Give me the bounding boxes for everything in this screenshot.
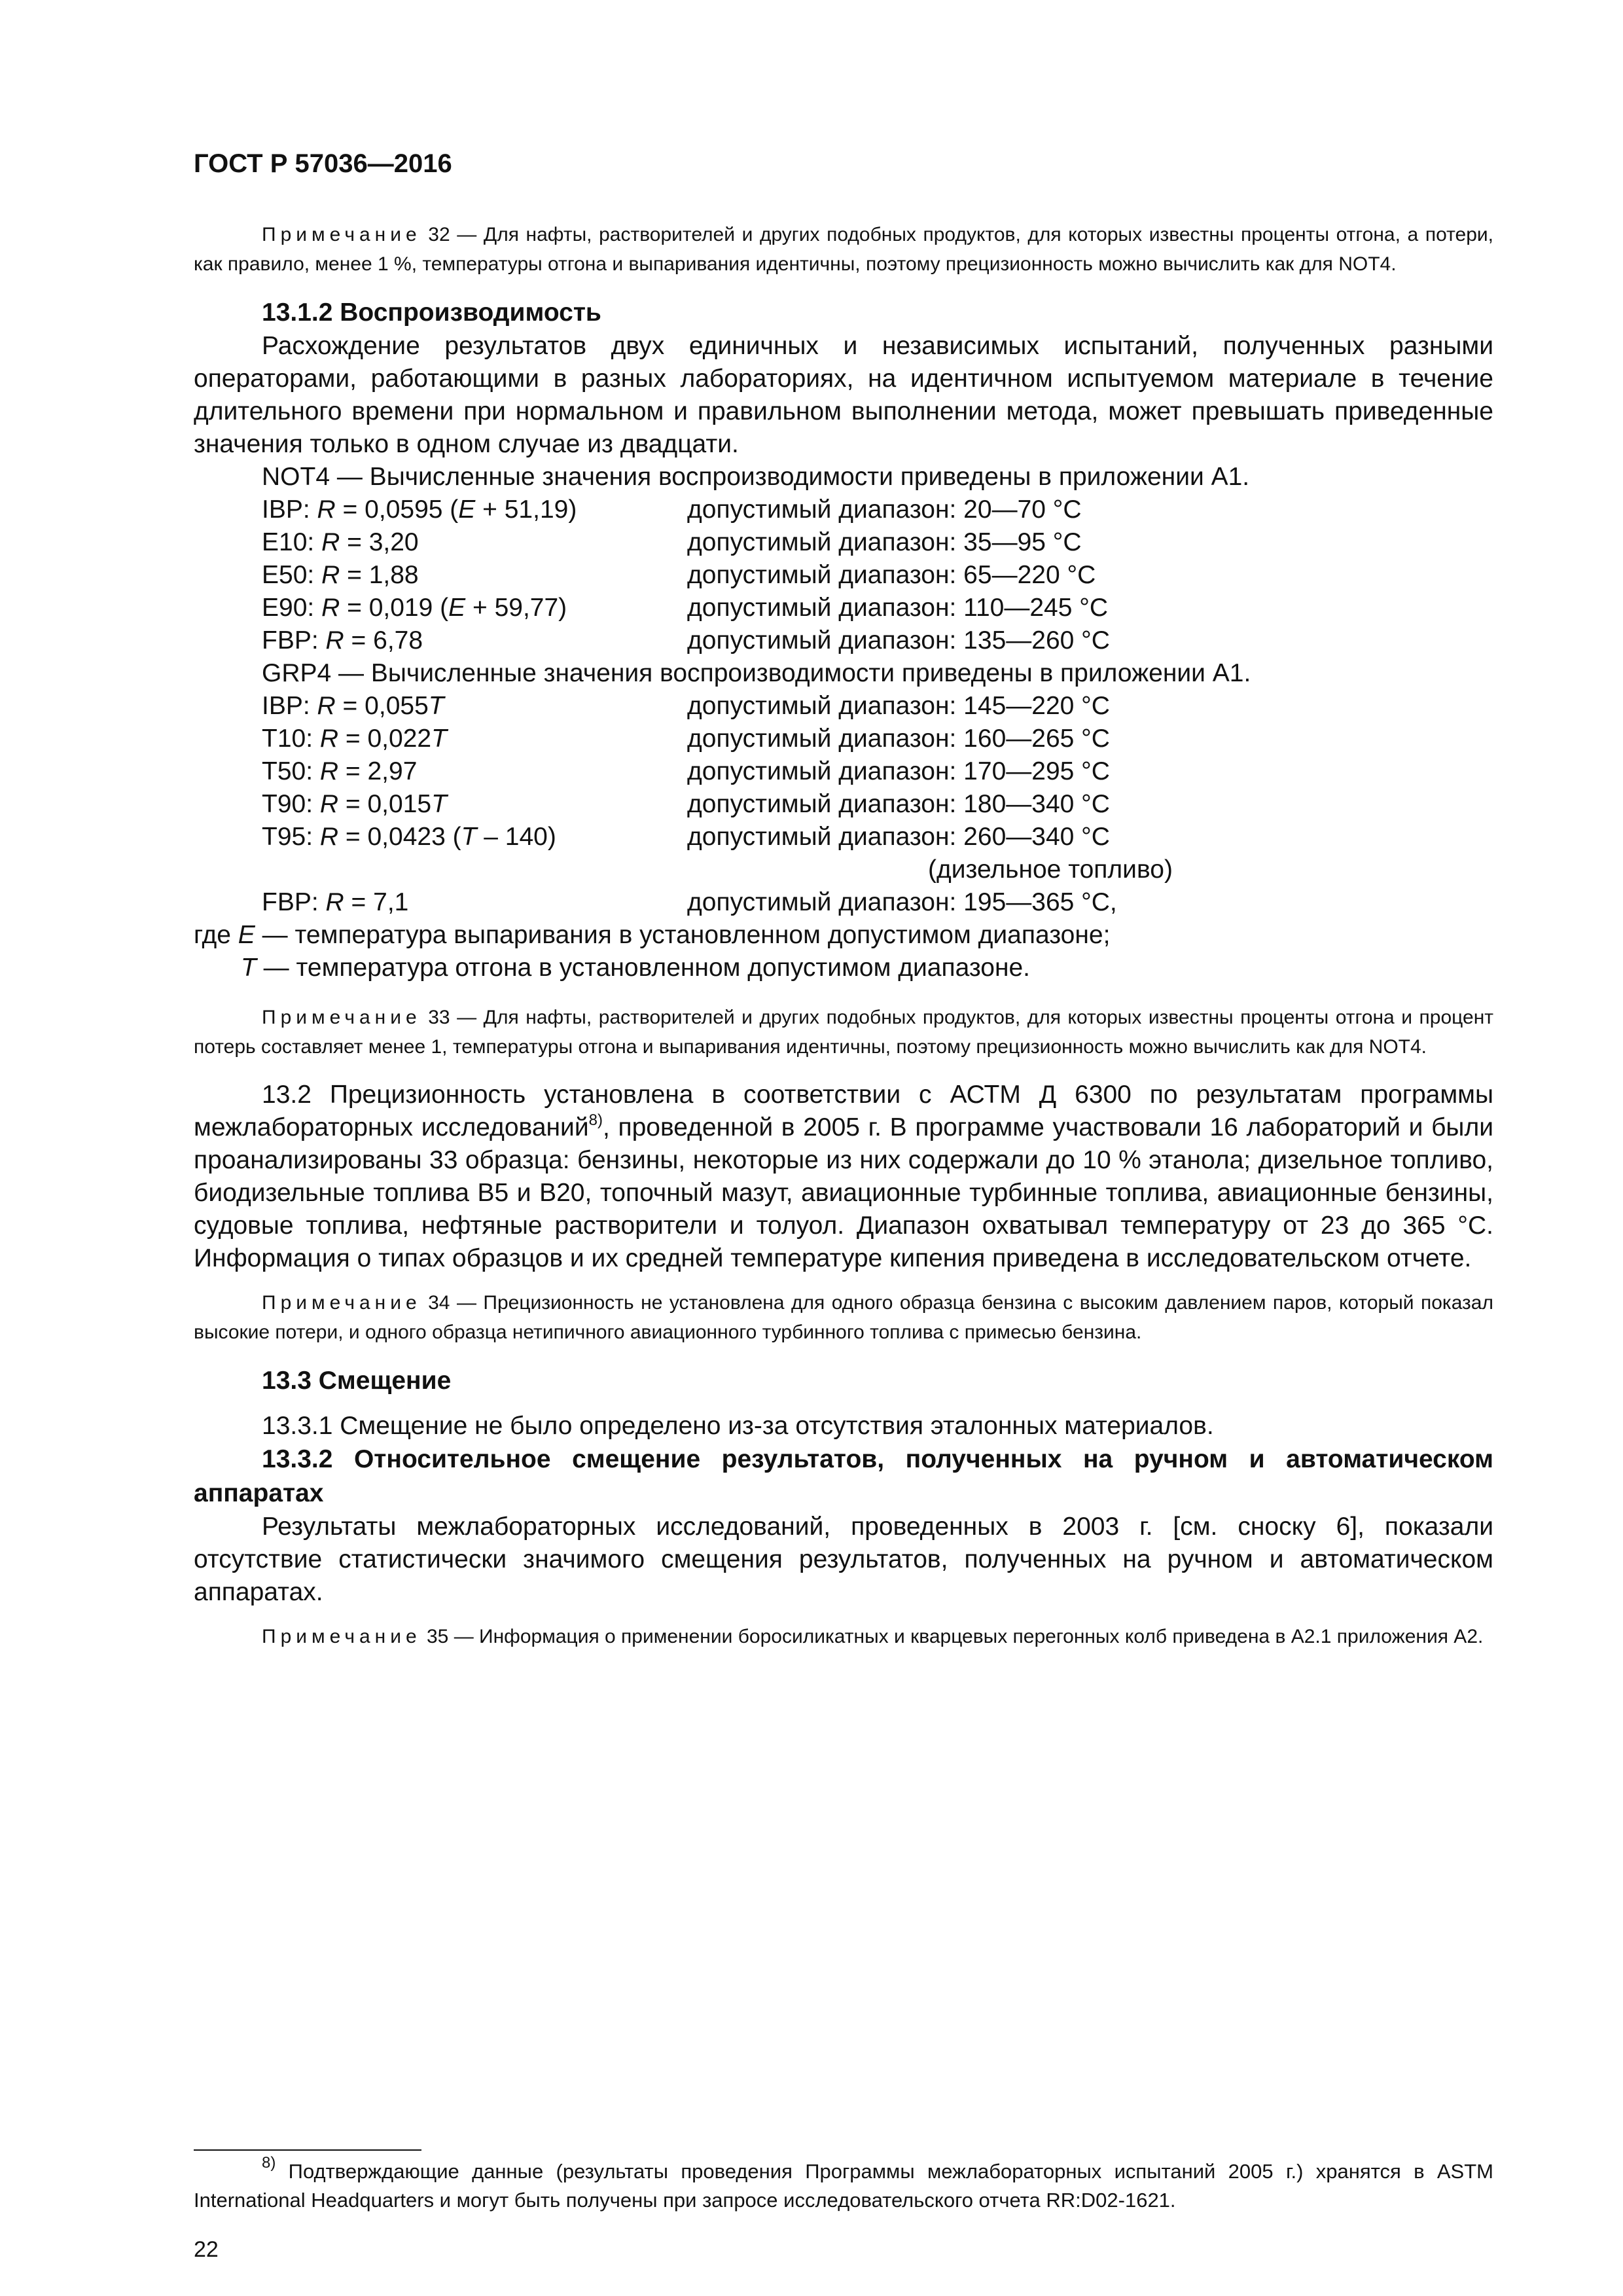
note-label: Примечание [262,1292,421,1314]
where-t-definition: T — температура отгона в установленном допустимом диапазоне. [241,954,1031,982]
note-32 [194,220,1493,279]
paragraph-13-2: 13.2 Прецизионность установлена в соответствии с АСТМ Д 6300 по результатам программы межлабораторных исследований$^{8)}$, проведенной в 2005 г. В программе участвовали 16 лабораторий и были проанализированы 33 образца: бензины, некоторые из них содержали до 10 % этанола; дизельное топливо, биодизельные топлива В5 и В20, топочный мазут, авиационные турбинные топлива, авиационные бензины, судовые топлива, нефтяные растворители и толуол. Диапазон охватывал температуру от 23 до 365 °С. Информация о типах образцов и их средней температуре кипения приведена в исследовательском отчете. [194,1081,1493,1272]
formula-range: допустимый диапазон: 180—340 °С [687,790,1110,818]
formula-range: допустимый диапазон: 170—295 °С [687,757,1110,785]
paragraph-13-3-1: 13.3.1 Смещение не было определено из-за отсутствия эталонных материалов. [262,1412,1214,1440]
formula-row: E90: R = 0,019 (E + 59,77) допустимый диапазон: 110—245 °С [262,592,1493,624]
heading-13-3: 13.3 Смещение [262,1367,452,1395]
formula-row: T90: R = 0,015T допустимый диапазон: 180—340 °С [262,788,1493,821]
note-text: 34 — Прецизионность не установлена для одного образца бензина с высоким давлением паров, который показал высокие потери, и одного образца нетипичного авиационного турбинного топлива с примесью бензина. [194,1292,1493,1343]
formula-range: допустимый диапазон: 20—70 °С [687,495,1082,524]
formula-row: E10: R = 3,20 допустимый диапазон: 35—95 °С [262,526,1493,559]
grp4-fbp [262,886,1493,919]
footnote-separator [194,2149,421,2151]
formula-row: T10: R = 0,022T допустимый диапазон: 160—265 °С [262,723,1493,755]
heading-13-3-2: 13.3.2 Относительное смещение результатов, полученных на ручном и автоматическом аппаратах [194,1445,1493,1507]
note-text: 33 — Для нафты, растворителей и других подобных продуктов, для которых известны проценты отгона и процент потерь составляет менее 1, температуры отгона и выпаривания идентичны, поэтому прецизионность можно вычислить как для NOT4. [194,1007,1493,1058]
formula-range: допустимый диапазон: 65—220 °С [687,561,1096,589]
page-content [194,220,1493,1668]
formula-range: допустимый диапазон: 35—95 °С [687,528,1082,556]
note-34 [194,1288,1493,1347]
note-label: Примечание [262,224,421,245]
footnote-8: $^{8)}$ Подтверждающие данные (результаты проведения Программы межлабораторных испытаний 2005 г.) хранятся в ASTM International Headquarters и могут быть получены при запросе исследовательского отчета RR:D02-1621. [194,2154,1493,2212]
page-number: 22 [194,2237,219,2262]
paragraph-reproducibility: Расхождение результатов двух единичных и независимых испытаний, полученных разными операторами, работающими в разных лабораториях, на идентичном испытуемом материале в течение длительного времени при нормальном и правильном выполнении метода, может превышать приведенные значения только в одном случае из двадцати. [194,332,1493,458]
t95-range-continuation: (дизельное топливо) [928,855,1173,884]
note-text: 32 — Для нафты, растворителей и других подобных продуктов, для которых известны проценты отгона, а потери, как правило, менее 1 %, температуры отгона и выпаривания идентичны, поэтому прецизионность можно вычислить как для NOT4. [194,224,1493,275]
note-text: 35 — Информация о применении боросиликатных и кварцевых перегонных колб приведена в А2.1 приложения А2. [421,1626,1484,1647]
footnote-marker: 8) [262,2154,276,2172]
formula-row: FBP: R = 6,78 допустимый диапазон: 135—260 °С [262,624,1493,657]
footnote-ref: 8) [588,1111,603,1129]
paragraph-13-3-2: Результаты межлабораторных исследований, проведенных в 2003 г. [см. сноску 6], показали отсутствие статистически значимого смещения результатов, полученных на ручном и автоматическом аппаратах. [194,1513,1493,1606]
formula-row: T95: R = 0,0423 (T – 140) допустимый диапазон: 260—340 °С [262,821,1493,853]
note-label: Примечание [262,1007,421,1028]
formula-row: T50: R = 2,97 допустимый диапазон: 170—295 °С [262,755,1493,788]
formula-row: E50: R = 1,88 допустимый диапазон: 65—220 °С [262,559,1493,592]
formula-range: допустимый диапазон: 195—365 °С, [687,888,1117,916]
formula-range: допустимый диапазон: 260—340 °С [687,823,1110,851]
formula-range: допустимый диапазон: 145—220 °С [687,692,1110,720]
heading-13-1-2: 13.1.2 Воспроизводимость [262,298,601,327]
grp4-intro: GRP4 — Вычисленные значения воспроизводимости приведены в приложении А1. [262,659,1251,687]
formula-range: допустимый диапазон: 160—265 °С [687,725,1110,753]
formula-row: IBP: R = 0,0595 (E + 51,19) допустимый диапазон: 20—70 °С [262,493,1493,526]
note-33 [194,1003,1493,1062]
formula-range: допустимый диапазон: 135—260 °С [687,626,1110,655]
formula-row: FBP: R = 7,1 допустимый диапазон: 195—365 °С, [262,886,1493,919]
formula-range: допустимый диапазон: 110—245 °С [687,594,1109,622]
note-35 [194,1622,1493,1651]
formula-row: IBP: R = 0,055T допустимый диапазон: 145—220 °С [262,690,1493,723]
not4-intro: NOT4 — Вычисленные значения воспроизводимости приведены в приложении А1. [262,463,1250,491]
document-code-header: ГОСТ Р 57036—2016 [194,149,452,178]
not4-formulas [262,493,1493,657]
where-e-definition: где E — температура выпаривания в установленном допустимом диапазоне; [194,921,1111,949]
grp4-formulas [262,690,1493,853]
note-label: Примечание [262,1626,421,1647]
